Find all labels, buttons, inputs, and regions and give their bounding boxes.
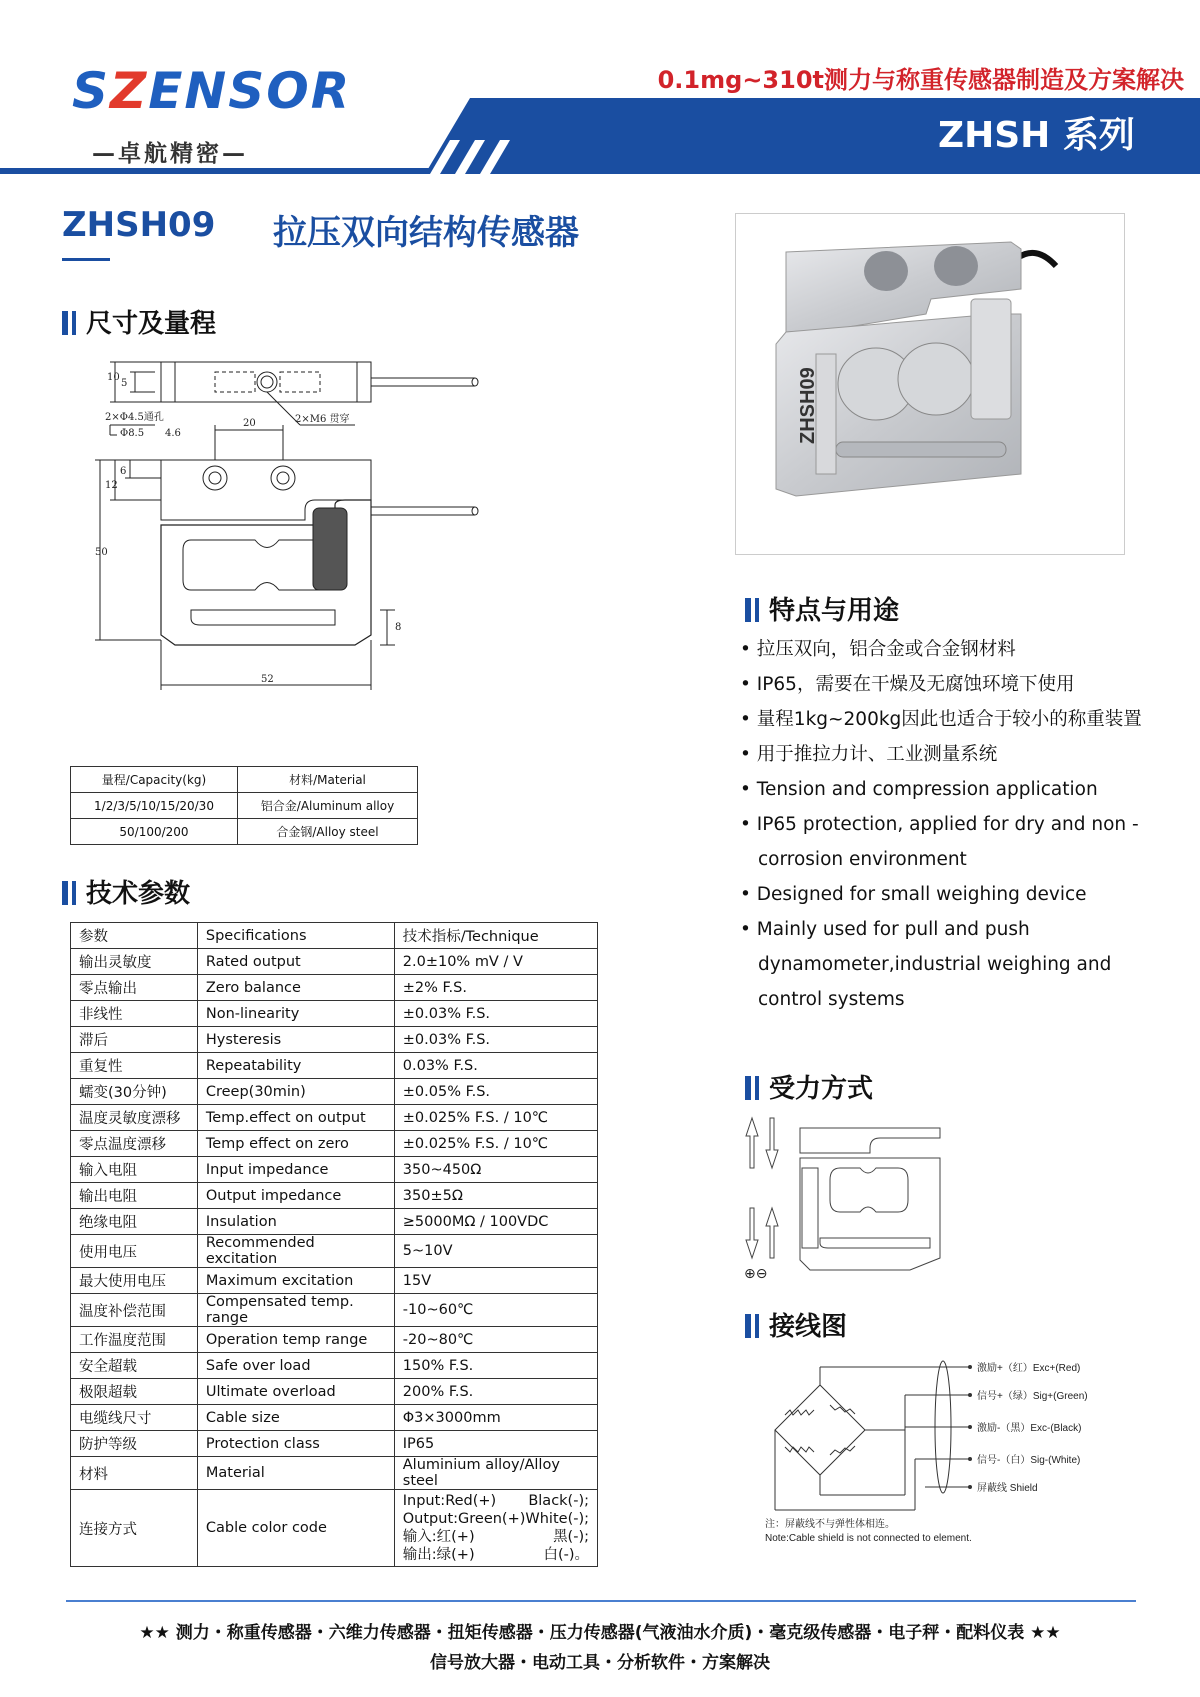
wiring-note-en: Note:Cable shield is not connected to element. <box>765 1533 972 1544</box>
table-row <box>71 1327 598 1353</box>
table-cell: 2.0±10% mV / V <box>394 949 597 975</box>
product-title: 拉压双向结构传感器 <box>273 213 579 253</box>
feature-item <box>740 772 1160 807</box>
force-symbols: ⊕⊖ <box>744 1266 768 1282</box>
feature-list <box>740 632 1160 1017</box>
table-cell: 使用电压 <box>71 1235 198 1268</box>
cable-text: 白(-)。 <box>543 1547 589 1563</box>
table-header-row <box>71 923 598 949</box>
feature-text: IP65 protection, applied for dry and non - corrosion environment <box>756 814 1139 870</box>
table-cell: 电缆线尺寸 <box>71 1405 198 1431</box>
table-row <box>71 1405 598 1431</box>
table-row <box>71 1209 598 1235</box>
table-cell: 防护等级 <box>71 1431 198 1457</box>
bullet-icon: • <box>740 919 757 940</box>
table-row <box>71 1183 598 1209</box>
cable-text: Output:Green(+) <box>402 1511 526 1527</box>
brand-logo: SZENSOR <box>72 62 352 120</box>
table-row <box>71 1001 598 1027</box>
footer-divider <box>66 1600 1136 1602</box>
force-diagram <box>740 1108 1000 1283</box>
table-cell: 温度灵敏度漂移 <box>71 1105 198 1131</box>
dim-20: 20 <box>243 418 256 429</box>
feature-item <box>740 667 1160 702</box>
table-row <box>71 1157 598 1183</box>
table-cell: ±0.03% F.S. <box>394 1001 597 1027</box>
table-cell: ±0.025% F.S. / 10℃ <box>394 1105 597 1131</box>
table-cell: 最大使用电压 <box>71 1268 198 1294</box>
footer-products: ★★ 测力・称重传感器・六维力传感器・扭矩传感器・压力传感器(气液油水介质)・毫克级传感器・电子秤・配料仪表 ★★ <box>139 1623 1061 1643</box>
table-row <box>71 1457 598 1490</box>
table-cell: ±0.05% F.S. <box>394 1079 597 1105</box>
table-cell: 滞后 <box>71 1027 198 1053</box>
feature-item <box>740 632 1160 667</box>
dimension-drawing <box>95 350 505 750</box>
table-cell: 非线性 <box>71 1001 198 1027</box>
dim-6: 6 <box>120 466 127 477</box>
table-cell: ±2% F.S. <box>394 975 597 1001</box>
dim-hole: 2×Φ4.5通孔 <box>105 412 164 423</box>
table-row <box>71 949 598 975</box>
table-cell: Temp.effect on output <box>197 1105 394 1131</box>
table-cell: 150% F.S. <box>394 1353 597 1379</box>
table-cell: 安全超载 <box>71 1353 198 1379</box>
table-cell: 绝缘电阻 <box>71 1209 198 1235</box>
bullet-icon: • <box>740 814 757 835</box>
cable-text: Input:Red(+) <box>402 1493 497 1509</box>
product-photo <box>735 213 1125 555</box>
wiring-note-cn: 注：屏蔽线不与弹性体相连。 <box>765 1519 895 1530</box>
table-cell: Maximum excitation <box>197 1268 394 1294</box>
section-dimensions: 尺寸及量程 <box>62 303 216 340</box>
feature-text: 拉压双向，铝合金或合金钢材料 <box>756 639 1016 660</box>
cable-color-cell <box>394 1490 597 1567</box>
table-row <box>71 1235 598 1268</box>
table-cell: Ultimate overload <box>197 1379 394 1405</box>
table-cell: Protection class <box>197 1431 394 1457</box>
feature-item <box>740 807 1160 877</box>
table-row <box>71 1431 598 1457</box>
table-cell: 零点温度漂移 <box>71 1131 198 1157</box>
feature-text: Mainly used for pull and push dynamometer,industrial weighing and control systems <box>756 919 1112 1010</box>
table-cell: 连接方式 <box>71 1490 198 1567</box>
table-cell: ±0.025% F.S. / 10℃ <box>394 1131 597 1157</box>
bullet-icon: • <box>740 639 757 660</box>
capacity-table <box>70 766 418 845</box>
spec-table <box>70 922 598 1567</box>
table-cell: 材料 <box>71 1457 198 1490</box>
table-cell: -20~80℃ <box>394 1327 597 1353</box>
table-cell: 极限超载 <box>71 1379 198 1405</box>
cable-line <box>403 1510 589 1528</box>
table-cell: Compensated temp. range <box>197 1294 394 1327</box>
table-cell: Creep(30min) <box>197 1079 394 1105</box>
table-cell: 350±5Ω <box>394 1183 597 1209</box>
table-cell: 50/100/200 <box>71 819 238 845</box>
table-row <box>71 1379 598 1405</box>
feature-text: 用于推拉力计、工业测量系统 <box>756 744 998 765</box>
feature-item <box>740 702 1160 737</box>
wire-label: 激励-（黑）Exc-(Black) <box>977 1423 1082 1434</box>
table-header: Specifications <box>197 923 394 949</box>
feature-item <box>740 737 1160 772</box>
table-cell: ≥5000MΩ / 100VDC <box>394 1209 597 1235</box>
photo-label: ZHSH09 <box>797 367 819 444</box>
cable-line <box>403 1528 589 1546</box>
table-header-row <box>71 767 418 793</box>
feature-text: 量程1kg~200kg因此也适合于较小的称重装置 <box>756 709 1142 730</box>
table-cell: 合金钢/Alloy steel <box>238 819 418 845</box>
table-cell: Cable color code <box>197 1490 394 1567</box>
table-cell: Safe over load <box>197 1353 394 1379</box>
table-cell: Temp effect on zero <box>197 1131 394 1157</box>
table-header: 量程/Capacity(kg) <box>71 767 238 793</box>
footer-services: 信号放大器・电动工具・分析软件・方案解决 <box>430 1653 770 1673</box>
table-row <box>71 793 418 819</box>
table-cell: 蠕变(30分钟) <box>71 1079 198 1105</box>
title-underline <box>62 258 110 261</box>
cable-text: Black(-); <box>528 1493 589 1509</box>
model-number: ZHSH09 <box>62 205 216 245</box>
wire-label: 信号-（白）Sig-(White) <box>977 1455 1081 1466</box>
bullet-icon: • <box>740 779 757 800</box>
table-cell: 1/2/3/5/10/15/20/30 <box>71 793 238 819</box>
table-row <box>71 1027 598 1053</box>
cable-text: White(-); <box>525 1511 589 1527</box>
table-cell: 输出灵敏度 <box>71 949 198 975</box>
table-header: 技术指标/Technique <box>394 923 597 949</box>
cable-text: 黑(-); <box>553 1529 589 1545</box>
table-cell: Cable size <box>197 1405 394 1431</box>
bullet-icon: • <box>740 674 757 695</box>
table-cell: Insulation <box>197 1209 394 1235</box>
table-cell: Input impedance <box>197 1157 394 1183</box>
table-cell: 15V <box>394 1268 597 1294</box>
dim-12: 12 <box>105 480 118 491</box>
table-cell: 零点输出 <box>71 975 198 1001</box>
table-header: 材料/Material <box>238 767 418 793</box>
bullet-icon: • <box>740 744 757 765</box>
table-row <box>71 819 418 845</box>
feature-text: IP65，需要在干燥及无腐蚀环境下使用 <box>756 674 1075 695</box>
table-cell: Recommended excitation <box>197 1235 394 1268</box>
series-label: ZHSH 系列 <box>930 98 1200 174</box>
table-cell: Non-linearity <box>197 1001 394 1027</box>
table-cell: Aluminium alloy/Alloy steel <box>394 1457 597 1490</box>
table-cell: Φ3×3000mm <box>394 1405 597 1431</box>
dim-cbore: Φ8.5 <box>120 428 145 439</box>
feature-item <box>740 912 1160 1017</box>
table-row <box>71 1131 598 1157</box>
cable-text: 输出:绿(+) <box>402 1547 475 1563</box>
wire-label: 信号+（绿）Sig+(Green) <box>977 1391 1088 1402</box>
dim-m6: 2×M6 贯穿 <box>295 414 350 425</box>
table-cell: 350~450Ω <box>394 1157 597 1183</box>
table-cell: 0.03% F.S. <box>394 1053 597 1079</box>
table-cell: 工作温度范围 <box>71 1327 198 1353</box>
dim-5: 5 <box>121 378 128 389</box>
table-cell: 5~10V <box>394 1235 597 1268</box>
dim-10: 10 <box>107 372 120 383</box>
table-cell: 输出电阻 <box>71 1183 198 1209</box>
table-cell: 温度补偿范围 <box>71 1294 198 1327</box>
table-cell: Hysteresis <box>197 1027 394 1053</box>
wiring-diagram <box>755 1355 1155 1550</box>
table-row <box>71 1353 598 1379</box>
table-cell: 铝合金/Aluminum alloy <box>238 793 418 819</box>
table-cell: Operation temp range <box>197 1327 394 1353</box>
dim-cdepth: 4.6 <box>165 428 181 439</box>
table-cell: -10~60℃ <box>394 1294 597 1327</box>
table-cell: Zero balance <box>197 975 394 1001</box>
bullet-icon: • <box>740 884 757 905</box>
dim-52: 52 <box>261 674 274 685</box>
dim-50: 50 <box>95 547 108 558</box>
tagline: 0.1mg~310t测力与称重传感器制造及方案解决 <box>657 66 1184 94</box>
table-cell: Repeatability <box>197 1053 394 1079</box>
table-cell: IP65 <box>394 1431 597 1457</box>
table-cell: Output impedance <box>197 1183 394 1209</box>
table-cell: 重复性 <box>71 1053 198 1079</box>
brand-subtitle: —卓航精密— <box>92 141 248 167</box>
feature-text: Tension and compression application <box>756 779 1098 800</box>
section-force: 受力方式 <box>745 1068 873 1105</box>
wire-label: 激励+（红）Exc+(Red) <box>977 1363 1081 1374</box>
bullet-icon: • <box>740 709 757 730</box>
wire-label: 屏蔽线 Shield <box>977 1483 1038 1494</box>
section-wiring: 接线图 <box>745 1306 847 1343</box>
table-row <box>71 1079 598 1105</box>
table-row <box>71 1294 598 1327</box>
table-row <box>71 1105 598 1131</box>
table-row-cable <box>71 1490 598 1567</box>
cable-line <box>403 1546 589 1564</box>
feature-item <box>740 877 1160 912</box>
table-cell: Material <box>197 1457 394 1490</box>
table-row <box>71 1268 598 1294</box>
table-cell: Rated output <box>197 949 394 975</box>
table-cell: 输入电阻 <box>71 1157 198 1183</box>
section-features: 特点与用途 <box>745 590 899 627</box>
cable-text: 输入:红(+) <box>402 1529 475 1545</box>
dim-8: 8 <box>395 622 402 633</box>
table-header: 参数 <box>71 923 198 949</box>
feature-text: Designed for small weighing device <box>756 884 1087 905</box>
table-cell: 200% F.S. <box>394 1379 597 1405</box>
table-row <box>71 1053 598 1079</box>
cable-line <box>403 1492 589 1510</box>
table-row <box>71 975 598 1001</box>
section-specs: 技术参数 <box>62 873 190 910</box>
table-cell: ±0.03% F.S. <box>394 1027 597 1053</box>
